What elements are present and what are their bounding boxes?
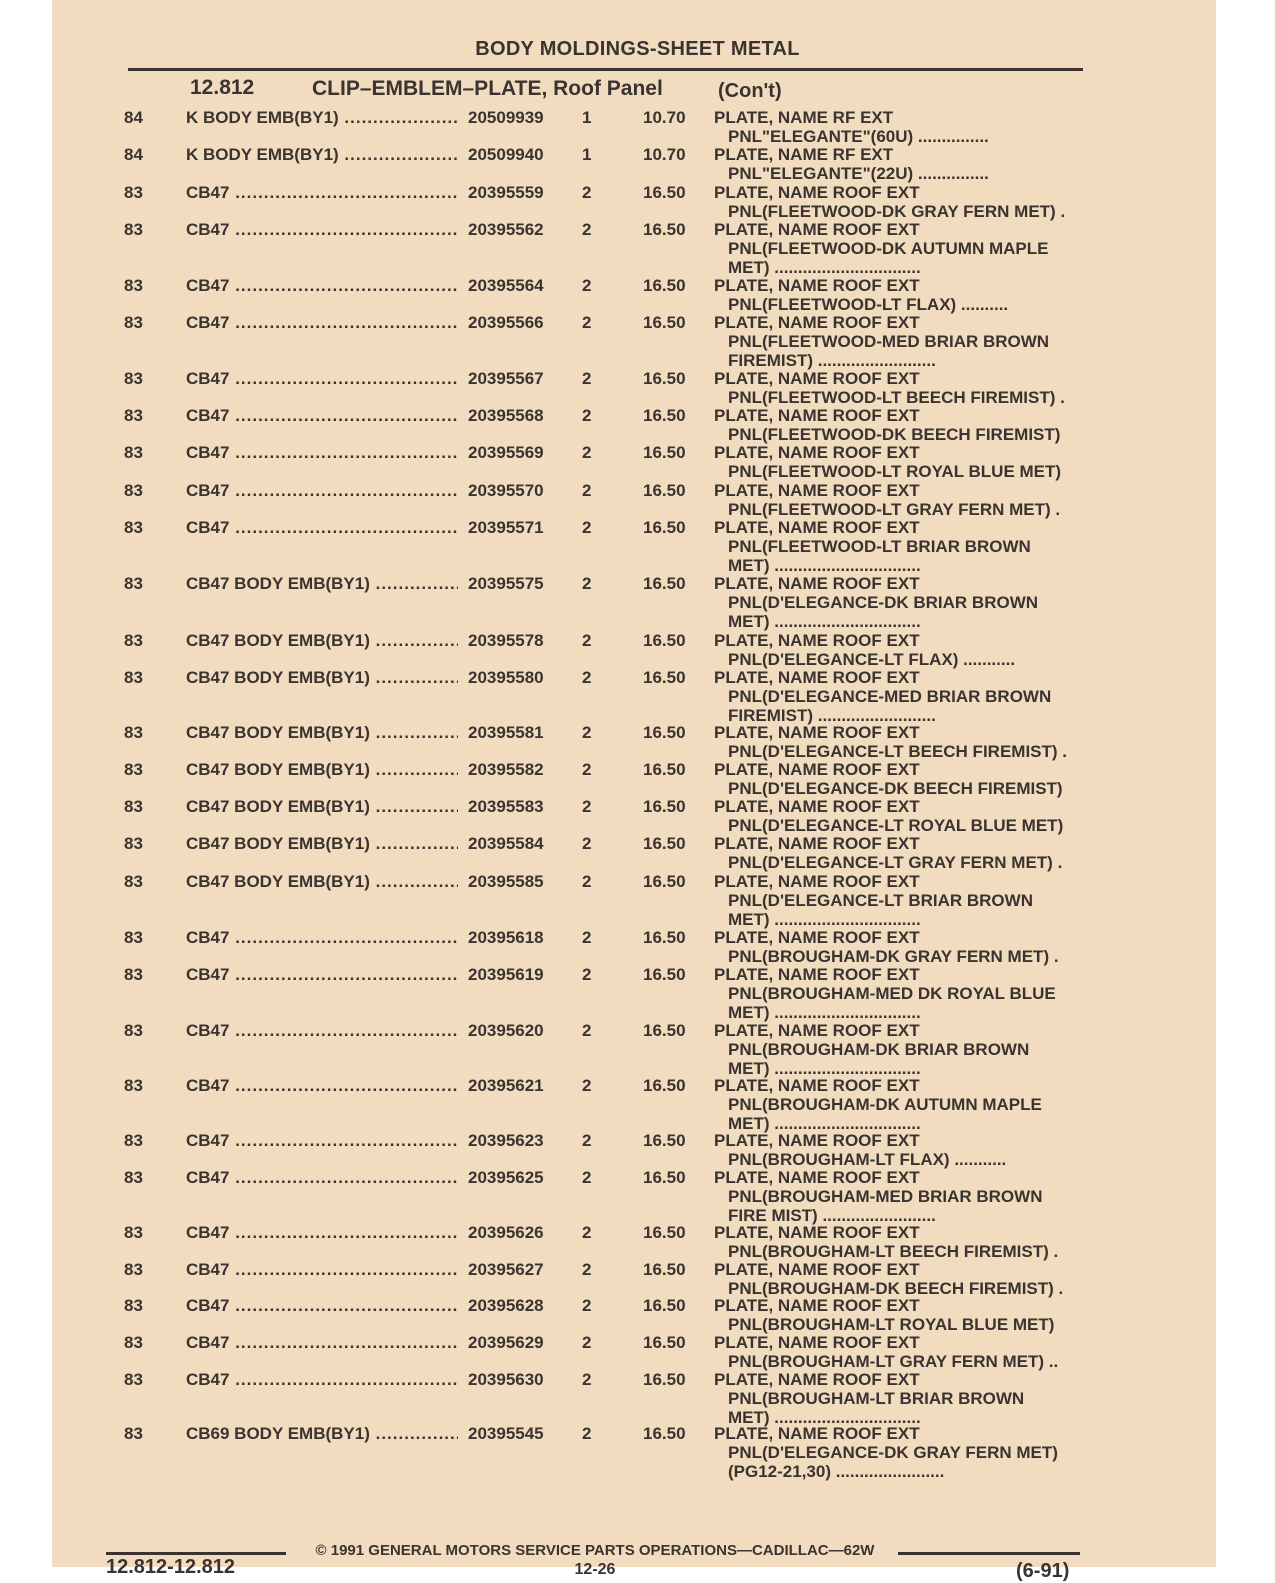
description-line: PLATE, NAME RF EXT — [714, 145, 894, 164]
description — [714, 1370, 1082, 1427]
description-line: PNL(D'ELEGANCE-LT ROYAL BLUE MET) — [728, 816, 1064, 835]
description-line: PNL(D'ELEGANCE-DK BEECH FIREMIST) — [728, 779, 1063, 798]
description — [714, 1168, 1082, 1225]
quantity: 2 — [582, 276, 592, 295]
description-line: PLATE, NAME ROOF EXT — [714, 183, 920, 202]
price: 16.50 — [643, 872, 686, 891]
description-line: PLATE, NAME ROOF EXT — [714, 872, 920, 891]
description — [714, 928, 1082, 966]
description-line: PLATE, NAME ROOF EXT — [714, 518, 920, 537]
model: CB47 ..... — [186, 443, 458, 462]
model: CB47 ..... — [186, 928, 458, 947]
quantity: 2 — [582, 406, 592, 425]
price: 10.70 — [643, 108, 686, 127]
line-code: 83 — [124, 518, 143, 537]
quantity: 2 — [582, 631, 592, 650]
price: 16.50 — [643, 1260, 686, 1279]
quantity: 2 — [582, 1223, 592, 1242]
description-line: MET) ............................... — [728, 612, 921, 631]
description-line: MET) ............................... — [728, 1408, 921, 1427]
quantity: 1 — [582, 145, 592, 164]
model: CB47 ..... — [186, 1076, 458, 1095]
price: 16.50 — [643, 760, 686, 779]
quantity: 2 — [582, 1131, 592, 1150]
description-line: FIRE MIST) ........................ — [728, 1206, 936, 1225]
description-line: PLATE, NAME ROOF EXT — [714, 760, 920, 779]
quantity: 2 — [582, 872, 592, 891]
description-line: MET) ............................... — [728, 556, 921, 575]
description — [714, 797, 1082, 835]
line-code: 83 — [124, 1370, 143, 1389]
price: 16.50 — [643, 313, 686, 332]
price: 10.70 — [643, 145, 686, 164]
price: 16.50 — [643, 1076, 686, 1095]
part-number: 20395583 — [464, 797, 544, 816]
quantity: 2 — [582, 183, 592, 202]
model: CB47 BODY EMB(BY1) ..... — [186, 574, 458, 593]
model: CB47 ..... — [186, 1370, 458, 1389]
line-code: 83 — [124, 369, 143, 388]
description-line: PNL(BROUGHAM-DK BRIAR BROWN — [728, 1040, 1030, 1059]
price: 16.50 — [643, 276, 686, 295]
quantity: 2 — [582, 723, 592, 742]
description — [714, 518, 1082, 575]
description — [714, 1260, 1082, 1298]
price: 16.50 — [643, 220, 686, 239]
description-line: PNL(D'ELEGANCE-LT FLAX) ........... — [728, 650, 1016, 669]
model: CB47 ..... — [186, 1260, 458, 1279]
part-number: 20395562 — [464, 220, 544, 239]
part-number: 20395585 — [464, 872, 544, 891]
description — [714, 443, 1082, 481]
description-line: PNL(D'ELEGANCE-DK GRAY FERN MET) — [728, 1443, 1058, 1462]
quantity: 2 — [582, 1370, 592, 1389]
part-number: 20395578 — [464, 631, 544, 650]
model: CB47 BODY EMB(BY1) ..... — [186, 834, 458, 853]
price: 16.50 — [643, 406, 686, 425]
description — [714, 183, 1082, 221]
description — [714, 1296, 1082, 1334]
part-number: 20395621 — [464, 1076, 544, 1095]
quantity: 2 — [582, 928, 592, 947]
description — [714, 1021, 1082, 1078]
part-number: 20395569 — [464, 443, 544, 462]
description — [714, 760, 1082, 798]
part-number: 20509939 — [464, 108, 544, 127]
description — [714, 1333, 1082, 1371]
footer-date: (6-91) — [1016, 1560, 1070, 1582]
model: CB47 ..... — [186, 965, 458, 984]
description — [714, 872, 1082, 929]
part-number: 20395625 — [464, 1168, 544, 1187]
line-code: 84 — [124, 145, 143, 164]
description-line: PNL(D'ELEGANCE-MED BRIAR BROWN — [728, 687, 1052, 706]
quantity: 2 — [582, 1424, 592, 1443]
line-code: 83 — [124, 1223, 143, 1242]
line-code: 83 — [124, 1131, 143, 1150]
quantity: 2 — [582, 1333, 592, 1352]
description-line: PLATE, NAME ROOF EXT — [714, 834, 920, 853]
quantity: 2 — [582, 668, 592, 687]
model: CB47 ..... — [186, 1223, 458, 1242]
model: CB47 BODY EMB(BY1) ..... — [186, 797, 458, 816]
description-line: PLATE, NAME ROOF EXT — [714, 1296, 920, 1315]
part-number: 20395581 — [464, 723, 544, 742]
footer-section-range: 12.812-12.812 — [106, 1556, 236, 1578]
price: 16.50 — [643, 1168, 686, 1187]
part-number: 20395620 — [464, 1021, 544, 1040]
model: CB47 ..... — [186, 1021, 458, 1040]
line-code: 83 — [124, 183, 143, 202]
description-line: MET) ............................... — [728, 258, 921, 277]
section-title: CLIP–EMBLEM–PLATE, Roof Panel — [312, 77, 663, 100]
description-line: PLATE, NAME ROOF EXT — [714, 1333, 920, 1352]
description — [714, 481, 1082, 519]
quantity: 2 — [582, 834, 592, 853]
line-code: 83 — [124, 1333, 143, 1352]
description-line: PLATE, NAME ROOF EXT — [714, 1076, 920, 1095]
description-line: PLATE, NAME ROOF EXT — [714, 1021, 920, 1040]
model: CB47 BODY EMB(BY1) ..... — [186, 760, 458, 779]
title-rule — [128, 68, 1083, 71]
model: CB47 BODY EMB(BY1) ..... — [186, 723, 458, 742]
quantity: 2 — [582, 481, 592, 500]
description — [714, 1424, 1082, 1481]
line-code: 83 — [124, 443, 143, 462]
description-line: PNL(BROUGHAM-LT FLAX) ........... — [728, 1150, 1007, 1169]
description-line: PNL(D'ELEGANCE-LT BEECH FIREMIST) . — [728, 742, 1067, 761]
part-number: 20395571 — [464, 518, 544, 537]
price: 16.50 — [643, 834, 686, 853]
model: CB47 ..... — [186, 369, 458, 388]
part-number: 20395567 — [464, 369, 544, 388]
description-line: MET) ............................... — [728, 1059, 921, 1078]
description — [714, 631, 1082, 669]
description-line: PNL(D'ELEGANCE-LT BRIAR BROWN — [728, 891, 1033, 910]
part-number: 20395566 — [464, 313, 544, 332]
description — [714, 276, 1082, 314]
price: 16.50 — [643, 668, 686, 687]
description — [714, 1076, 1082, 1133]
price: 16.50 — [643, 1223, 686, 1242]
model: CB47 ..... — [186, 276, 458, 295]
line-code: 83 — [124, 834, 143, 853]
price: 16.50 — [643, 1021, 686, 1040]
description-line: PLATE, NAME ROOF EXT — [714, 1260, 920, 1279]
line-code: 83 — [124, 1424, 143, 1443]
quantity: 2 — [582, 518, 592, 537]
description-line: PNL(BROUGHAM-LT BEECH FIREMIST) . — [728, 1242, 1059, 1261]
description-line: PNL(D'ELEGANCE-LT GRAY FERN MET) . — [728, 853, 1063, 872]
model: CB47 ..... — [186, 481, 458, 500]
description-line: PNL"ELEGANTE"(22U) ............... — [728, 164, 989, 183]
description — [714, 1131, 1082, 1169]
model: CB47 BODY EMB(BY1) ..... — [186, 668, 458, 687]
description-line: PLATE, NAME ROOF EXT — [714, 481, 920, 500]
description-line: PNL(BROUGHAM-DK BEECH FIREMIST) . — [728, 1279, 1064, 1298]
line-code: 83 — [124, 631, 143, 650]
line-code: 83 — [124, 1260, 143, 1279]
quantity: 2 — [582, 220, 592, 239]
part-number: 20395580 — [464, 668, 544, 687]
part-number: 20395619 — [464, 965, 544, 984]
description — [714, 220, 1082, 277]
description-line: PNL(BROUGHAM-MED BRIAR BROWN — [728, 1187, 1043, 1206]
section-number: 12.812 — [190, 76, 255, 99]
model: K BODY EMB(BY1) ..... — [186, 145, 458, 164]
model: CB47 BODY EMB(BY1) ..... — [186, 631, 458, 650]
description — [714, 108, 1082, 146]
part-number: 20395582 — [464, 760, 544, 779]
model: CB47 ..... — [186, 1296, 458, 1315]
description-line: PNL(FLEETWOOD-LT FLAX) .......... — [728, 295, 1009, 314]
description-line: PLATE, NAME RF EXT — [714, 108, 894, 127]
price: 16.50 — [643, 183, 686, 202]
description — [714, 1223, 1082, 1261]
description-line: PLATE, NAME ROOF EXT — [714, 1223, 920, 1242]
line-code: 83 — [124, 1076, 143, 1095]
footer-page-number: 12-26 — [574, 1561, 616, 1578]
quantity: 2 — [582, 443, 592, 462]
description-line: PLATE, NAME ROOF EXT — [714, 574, 920, 593]
description — [714, 668, 1082, 725]
price: 16.50 — [643, 723, 686, 742]
quantity: 2 — [582, 1021, 592, 1040]
description-line: PLATE, NAME ROOF EXT — [714, 1168, 920, 1187]
model: CB47 ..... — [186, 1131, 458, 1150]
description-line: PLATE, NAME ROOF EXT — [714, 723, 920, 742]
quantity: 2 — [582, 1260, 592, 1279]
description-line: PLATE, NAME ROOF EXT — [714, 276, 920, 295]
line-code: 83 — [124, 574, 143, 593]
section-continued: (Con't) — [718, 80, 782, 102]
model: CB47 ..... — [186, 313, 458, 332]
description — [714, 313, 1082, 370]
description-line: PNL(FLEETWOOD-DK AUTUMN MAPLE — [728, 239, 1049, 258]
description-line: PLATE, NAME ROOF EXT — [714, 220, 920, 239]
model: CB47 ..... — [186, 518, 458, 537]
part-number: 20395618 — [464, 928, 544, 947]
description-line: MET) ............................... — [728, 910, 921, 929]
price: 16.50 — [643, 443, 686, 462]
description — [714, 965, 1082, 1022]
description-line: PLATE, NAME ROOF EXT — [714, 631, 920, 650]
part-number: 20395575 — [464, 574, 544, 593]
description-line: PNL(FLEETWOOD-DK BEECH FIREMIST) — [728, 425, 1061, 444]
model: CB47 ..... — [186, 1333, 458, 1352]
line-code: 83 — [124, 313, 143, 332]
quantity: 1 — [582, 108, 592, 127]
description — [714, 369, 1082, 407]
part-number: 20395623 — [464, 1131, 544, 1150]
line-code: 83 — [124, 872, 143, 891]
part-number: 20395630 — [464, 1370, 544, 1389]
quantity: 2 — [582, 965, 592, 984]
description-line: PLATE, NAME ROOF EXT — [714, 313, 920, 332]
description-line: FIREMIST) ......................... — [728, 351, 936, 370]
description-line: PNL(FLEETWOOD-LT GRAY FERN MET) . — [728, 500, 1061, 519]
line-code: 83 — [124, 406, 143, 425]
line-code: 83 — [124, 965, 143, 984]
description-line: PNL(BROUGHAM-MED DK ROYAL BLUE — [728, 984, 1056, 1003]
description-line: PNL(BROUGHAM-LT GRAY FERN MET) .. — [728, 1352, 1059, 1371]
description-line: PNL(FLEETWOOD-LT BRIAR BROWN — [728, 537, 1031, 556]
description-line: PNL(FLEETWOOD-LT BEECH FIREMIST) . — [728, 388, 1065, 407]
price: 16.50 — [643, 928, 686, 947]
part-number: 20395627 — [464, 1260, 544, 1279]
part-number: 20395584 — [464, 834, 544, 853]
part-number: 20395545 — [464, 1424, 544, 1443]
part-number: 20395629 — [464, 1333, 544, 1352]
description-line: PLATE, NAME ROOF EXT — [714, 1424, 920, 1443]
model: CB47 ..... — [186, 183, 458, 202]
description — [714, 723, 1082, 761]
model: CB47 ..... — [186, 1168, 458, 1187]
model: K BODY EMB(BY1) ..... — [186, 108, 458, 127]
price: 16.50 — [643, 481, 686, 500]
part-number: 20395570 — [464, 481, 544, 500]
line-code: 83 — [124, 760, 143, 779]
price: 16.50 — [643, 631, 686, 650]
description-line: PNL(BROUGHAM-LT BRIAR BROWN — [728, 1389, 1025, 1408]
quantity: 2 — [582, 760, 592, 779]
model: CB47 BODY EMB(BY1) ..... — [186, 872, 458, 891]
price: 16.50 — [643, 1370, 686, 1389]
description-line: FIREMIST) ......................... — [728, 706, 936, 725]
description-line: PNL(D'ELEGANCE-DK BRIAR BROWN — [728, 593, 1039, 612]
price: 16.50 — [643, 369, 686, 388]
quantity: 2 — [582, 1168, 592, 1187]
price: 16.50 — [643, 1333, 686, 1352]
description — [714, 574, 1082, 631]
model: CB47 ..... — [186, 406, 458, 425]
quantity: 2 — [582, 1296, 592, 1315]
description-line: PNL(BROUGHAM-DK AUTUMN MAPLE — [728, 1095, 1042, 1114]
price: 16.50 — [643, 574, 686, 593]
description-line: PLATE, NAME ROOF EXT — [714, 668, 920, 687]
price: 16.50 — [643, 518, 686, 537]
part-number: 20395564 — [464, 276, 544, 295]
line-code: 83 — [124, 668, 143, 687]
price: 16.50 — [643, 797, 686, 816]
description-line: PLATE, NAME ROOF EXT — [714, 369, 920, 388]
description-line: PLATE, NAME ROOF EXT — [714, 406, 920, 425]
description-line: PLATE, NAME ROOF EXT — [714, 1370, 920, 1389]
price: 16.50 — [643, 1424, 686, 1443]
line-code: 84 — [124, 108, 143, 127]
line-code: 83 — [124, 481, 143, 500]
page-title: BODY MOLDINGS-SHEET METAL — [475, 38, 800, 60]
description — [714, 145, 1082, 183]
price: 16.50 — [643, 1131, 686, 1150]
description-line: PNL"ELEGANTE"(60U) ............... — [728, 127, 989, 146]
part-number: 20395628 — [464, 1296, 544, 1315]
quantity: 2 — [582, 797, 592, 816]
model: CB69 BODY EMB(BY1) ..... — [186, 1424, 458, 1443]
description-line: PLATE, NAME ROOF EXT — [714, 965, 920, 984]
description-line: PLATE, NAME ROOF EXT — [714, 1131, 920, 1150]
line-code: 83 — [124, 928, 143, 947]
description-line: PLATE, NAME ROOF EXT — [714, 928, 920, 947]
part-number: 20395559 — [464, 183, 544, 202]
description-line: PNL(FLEETWOOD-MED BRIAR BROWN — [728, 332, 1050, 351]
quantity: 2 — [582, 313, 592, 332]
line-code: 83 — [124, 220, 143, 239]
line-code: 83 — [124, 276, 143, 295]
quantity: 2 — [582, 1076, 592, 1095]
line-code: 83 — [124, 1168, 143, 1187]
part-number: 20395568 — [464, 406, 544, 425]
quantity: 2 — [582, 369, 592, 388]
price: 16.50 — [643, 965, 686, 984]
model: CB47 ..... — [186, 220, 458, 239]
description-line: PNL(FLEETWOOD-DK GRAY FERN MET) . — [728, 202, 1066, 221]
line-code: 83 — [124, 1296, 143, 1315]
description-line: PLATE, NAME ROOF EXT — [714, 443, 920, 462]
description-line: MET) ............................... — [728, 1003, 921, 1022]
line-code: 83 — [124, 797, 143, 816]
description — [714, 834, 1082, 872]
description-line: PLATE, NAME ROOF EXT — [714, 797, 920, 816]
description — [714, 406, 1082, 444]
line-code: 83 — [124, 723, 143, 742]
part-number: 20509940 — [464, 145, 544, 164]
part-number: 20395626 — [464, 1223, 544, 1242]
description-line: (PG12-21,30) ....................... — [728, 1462, 945, 1481]
description-line: MET) ............................... — [728, 1114, 921, 1133]
description-line: PNL(FLEETWOOD-LT ROYAL BLUE MET) — [728, 462, 1062, 481]
price: 16.50 — [643, 1296, 686, 1315]
quantity: 2 — [582, 574, 592, 593]
line-code: 83 — [124, 1021, 143, 1040]
footer-copyright: © 1991 GENERAL MOTORS SERVICE PARTS OPERATIONS—CADILLAC—62W — [315, 1542, 875, 1559]
description-line: PNL(BROUGHAM-LT ROYAL BLUE MET) — [728, 1315, 1055, 1334]
description-line: PNL(BROUGHAM-DK GRAY FERN MET) . — [728, 947, 1059, 966]
